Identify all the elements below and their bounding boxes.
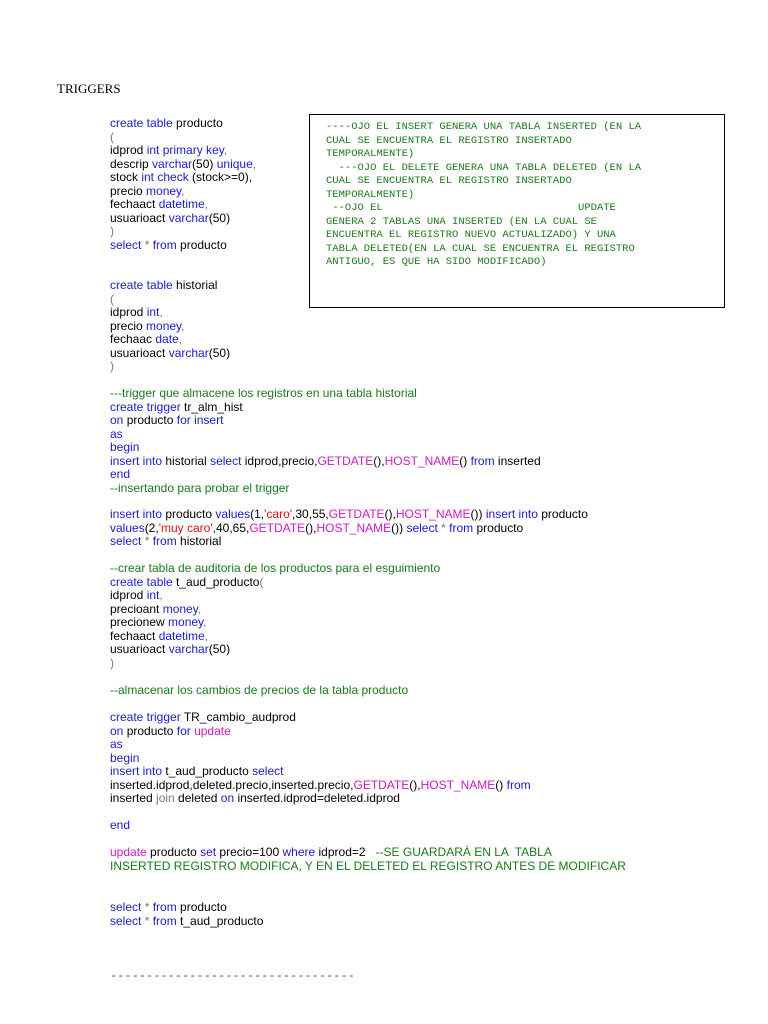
code-token: --almacenar los cambios de precios de la tabla producto xyxy=(110,683,409,697)
code-token: , xyxy=(159,305,163,319)
code-token: money xyxy=(168,615,204,629)
code-token: from xyxy=(449,520,474,535)
code-token: (), xyxy=(409,777,421,792)
note-line: TABLA DELETED(EN LA CUAL SE ENCUENTRA EL REGISTRO xyxy=(326,242,635,255)
code-token: from xyxy=(506,777,531,792)
code-line xyxy=(110,212,256,226)
note-line: ENCUENTRA EL REGISTRO NUEVO ACTUALIZADO) Y UNA xyxy=(326,229,616,241)
code-line xyxy=(110,333,230,347)
code-token: ) xyxy=(110,359,114,373)
code-token: varchar xyxy=(168,345,209,360)
code-line xyxy=(110,293,230,307)
code-line xyxy=(110,468,541,482)
code-token: GETDATE xyxy=(249,520,306,535)
note-line: ANTIGUO, ES QUE HA SIDO MODIFICADO) xyxy=(326,256,547,268)
code-token: fechaact xyxy=(110,628,159,643)
note-line: CUAL SE ENCUENTRA EL REGISTRO INSERTADO xyxy=(326,175,572,187)
code-token: end xyxy=(110,467,131,481)
code-line xyxy=(110,428,541,442)
code-token: ()) xyxy=(391,520,407,535)
code-line xyxy=(110,347,230,361)
code-block-create-producto xyxy=(110,117,256,252)
code-token: tr_alm_hist xyxy=(180,399,243,414)
code-token: historial xyxy=(176,534,222,548)
code-line xyxy=(110,306,230,320)
code-token: money xyxy=(162,601,198,616)
code-token: from xyxy=(152,913,177,928)
code-line xyxy=(110,765,531,779)
code-token: begin xyxy=(110,440,140,454)
code-line xyxy=(110,725,531,739)
code-token: select xyxy=(110,237,142,252)
code-token: idprod xyxy=(110,305,147,319)
note-line: ---OJO EL DELETE GENERA UNA TABLA DELETED (EN LA xyxy=(326,161,642,174)
code-token: 'muy caro' xyxy=(158,520,213,535)
code-token: from xyxy=(152,534,177,548)
code-token: , xyxy=(181,183,185,198)
code-token: --crear tabla de auditoria de los productos para el esguimiento xyxy=(110,561,441,575)
code-token: int xyxy=(146,305,160,319)
code-token: , xyxy=(178,332,183,346)
code-token: GETDATE xyxy=(353,777,410,792)
code-line xyxy=(110,860,626,874)
code-line xyxy=(110,616,440,630)
code-token: select xyxy=(110,913,142,928)
code-token: ) xyxy=(110,655,114,670)
code-line xyxy=(110,589,440,603)
code-token: --insertando para probar el trigger xyxy=(110,480,290,495)
code-token: historial xyxy=(172,278,218,292)
code-token: idprod xyxy=(110,143,147,157)
code-token: on xyxy=(110,723,124,738)
code-token: deleted xyxy=(174,791,221,805)
code-token: ()) xyxy=(470,507,486,521)
code-token: --SE GUARDARÁ EN LA TABLA xyxy=(375,845,552,859)
code-token: datetime xyxy=(158,197,205,211)
code-token: producto xyxy=(162,507,216,521)
code-token: as xyxy=(110,737,123,751)
code-token: values xyxy=(215,507,251,521)
code-token: GETDATE xyxy=(317,453,374,468)
code-token: int xyxy=(146,588,160,602)
code-token: (50) xyxy=(208,345,231,360)
code-line xyxy=(110,752,531,766)
code-token: idprod=2 xyxy=(315,845,376,859)
code-token: for insert xyxy=(176,413,224,427)
code-token: , xyxy=(159,588,163,602)
code-line xyxy=(110,144,256,158)
code-token: int check xyxy=(141,170,189,184)
code-line xyxy=(110,171,256,185)
code-block-trigger-audit xyxy=(110,711,531,806)
code-token: t_aud_producto xyxy=(176,913,264,928)
code-token: idprod xyxy=(110,588,147,602)
code-token: () xyxy=(495,777,507,792)
code-token: select xyxy=(406,520,438,535)
code-line xyxy=(110,630,440,644)
code-token: (50) xyxy=(208,210,231,225)
code-line xyxy=(110,455,541,469)
code-token: update xyxy=(110,845,147,859)
code-token: producto xyxy=(123,723,177,738)
code-token: fechaac xyxy=(110,332,156,346)
code-line xyxy=(110,198,256,212)
code-block-trigger-historial xyxy=(110,387,541,495)
code-token: int primary key xyxy=(146,143,224,157)
code-line xyxy=(110,482,541,496)
separator-line: ---------------------------------- xyxy=(110,969,355,983)
code-line xyxy=(110,535,588,549)
code-line xyxy=(110,915,263,929)
code-token: inserted xyxy=(110,791,157,805)
code-line xyxy=(110,185,256,199)
code-token: producto xyxy=(176,900,227,914)
code-token: fechaact xyxy=(110,197,159,211)
code-token: ) xyxy=(110,224,114,238)
note-box xyxy=(309,114,725,308)
code-token: varchar xyxy=(168,210,209,225)
code-token: ( xyxy=(259,574,264,589)
code-token: TR_cambio_audprod xyxy=(180,710,296,724)
code-token: ,40,65, xyxy=(212,520,250,535)
code-token: * xyxy=(141,913,153,928)
code-token: create trigger xyxy=(110,710,181,724)
code-token: end xyxy=(110,818,131,832)
code-token: select xyxy=(252,764,284,778)
note-line: CUAL SE ENCUENTRA EL REGISTRO INSERTADO xyxy=(326,134,572,147)
code-token: values xyxy=(110,520,145,535)
code-token: varchar xyxy=(168,642,209,656)
code-token: GETDATE xyxy=(328,507,385,521)
code-token: , xyxy=(197,601,202,616)
code-token: for xyxy=(176,723,191,738)
code-line xyxy=(110,522,588,536)
code-token: set xyxy=(200,845,217,859)
note-line: --OJO EL UPDATE xyxy=(326,202,616,214)
code-token: usuarioact xyxy=(110,210,169,225)
code-line xyxy=(110,792,531,806)
note-line: TEMPORALMENTE) xyxy=(326,148,415,160)
code-token: date xyxy=(155,332,179,346)
note-text xyxy=(326,121,641,270)
code-token: (50) xyxy=(192,156,217,171)
code-token: (), xyxy=(305,520,317,535)
code-token: select xyxy=(210,453,242,468)
code-token: HOST_NAME xyxy=(316,520,392,535)
code-token: (50) xyxy=(208,642,231,656)
code-token: , xyxy=(223,143,228,157)
code-token: (), xyxy=(384,507,396,521)
code-line xyxy=(110,508,588,522)
note-line: ----OJO EL INSERT GENERA UNA TABLA INSERTED (EN LA xyxy=(326,121,642,133)
code-token: ( xyxy=(110,129,114,144)
code-line xyxy=(110,779,531,793)
code-token: usuarioact xyxy=(110,642,169,656)
code-token: insert into xyxy=(110,453,163,468)
code-token: ( xyxy=(110,291,114,306)
code-token: precioant xyxy=(110,601,163,616)
code-token: producto xyxy=(473,520,524,535)
code-token: producto xyxy=(123,413,177,427)
code-token: insert into xyxy=(110,507,163,521)
code-block-audit-comment xyxy=(110,684,408,698)
document-heading: TRIGGERS xyxy=(57,81,121,96)
code-token: descrip xyxy=(110,156,153,171)
code-line xyxy=(110,225,256,239)
code-block-final-selects xyxy=(110,901,263,928)
note-line: TEMPORALMENTE) xyxy=(326,188,415,201)
code-token: join xyxy=(156,791,175,805)
code-token: select xyxy=(110,900,142,914)
code-token: from xyxy=(470,453,495,468)
code-token: * xyxy=(141,237,153,252)
code-block-create-historial xyxy=(110,279,230,374)
code-token: producto xyxy=(146,845,201,859)
code-line xyxy=(110,684,408,698)
code-token: ---trigger que almacene los registros en una tabla historial xyxy=(110,386,417,400)
code-line xyxy=(110,360,230,374)
code-line xyxy=(110,117,256,131)
code-token: select xyxy=(110,534,142,548)
code-line xyxy=(110,603,440,617)
code-line xyxy=(110,819,130,833)
code-token: from xyxy=(152,237,177,252)
code-token: inserted xyxy=(494,453,541,468)
code-token: precio xyxy=(110,183,147,198)
code-token: * xyxy=(141,534,153,548)
code-token: HOST_NAME xyxy=(384,453,460,468)
code-token: varchar xyxy=(152,156,193,171)
code-block-insert-tests xyxy=(110,508,588,549)
code-token: stock xyxy=(110,170,142,184)
code-token: update xyxy=(190,723,231,738)
code-token: INSERTED REGISTRO MODIFICA, Y EN EL DELETED EL REGISTRO ANTES DE MODIFICAR xyxy=(110,858,626,873)
code-token: ,30,55, xyxy=(292,507,329,521)
code-token: , xyxy=(203,615,207,629)
code-token: money xyxy=(146,183,182,198)
code-line xyxy=(110,901,263,915)
code-line xyxy=(110,738,531,752)
code-token: begin xyxy=(110,750,140,765)
code-token: precio xyxy=(110,318,147,333)
code-token: precio=100 xyxy=(216,845,283,859)
code-token: , xyxy=(181,318,185,333)
code-token: t_aud_producto xyxy=(172,574,260,589)
code-token: usuarioact xyxy=(110,345,169,360)
code-line xyxy=(110,158,256,172)
code-token: (stock>=0), xyxy=(188,170,253,184)
code-line xyxy=(110,414,541,428)
code-token: from xyxy=(152,900,177,914)
code-token: t_aud_producto xyxy=(162,764,253,778)
code-token: producto xyxy=(176,237,227,252)
code-line xyxy=(110,279,230,293)
code-token: historial xyxy=(162,453,211,468)
code-line xyxy=(110,441,541,455)
code-line xyxy=(110,657,440,671)
code-line xyxy=(110,711,531,725)
code-token: money xyxy=(146,318,182,333)
code-block-create-audit-table xyxy=(110,562,440,670)
code-token: where xyxy=(282,845,316,859)
code-block-end xyxy=(110,819,130,833)
code-token: create table xyxy=(110,574,173,589)
code-line xyxy=(110,643,440,657)
code-token: create table xyxy=(110,116,173,130)
code-line xyxy=(110,387,541,401)
code-token: inserted.idprod,deleted.precio,inserted.precio, xyxy=(110,777,354,792)
code-token: on xyxy=(220,791,235,805)
code-token: (1, xyxy=(250,507,265,521)
code-token: precionew xyxy=(110,615,169,629)
code-token: datetime xyxy=(158,628,205,643)
code-token: insert into xyxy=(485,507,538,521)
code-token: 'caro' xyxy=(264,507,293,521)
code-token: (), xyxy=(373,453,385,468)
code-line xyxy=(110,239,256,253)
code-token: create trigger xyxy=(110,399,181,414)
code-line xyxy=(110,320,230,334)
code-token: HOST_NAME xyxy=(395,507,471,521)
code-token: producto xyxy=(537,507,588,521)
code-token: , xyxy=(204,197,209,211)
code-token: create table xyxy=(110,278,173,292)
code-token: * xyxy=(437,520,450,535)
code-token: * xyxy=(141,900,153,914)
note-line: GENERA 2 TABLAS UNA INSERTED (EN LA CUAL SE xyxy=(326,215,597,228)
code-token: , xyxy=(252,156,257,171)
code-token: (2, xyxy=(144,520,159,535)
code-token: HOST_NAME xyxy=(420,777,496,792)
code-line xyxy=(110,846,626,860)
code-token: , xyxy=(204,628,209,643)
code-block-update xyxy=(110,846,626,873)
code-line xyxy=(110,562,440,576)
code-token: inserted.idprod=deleted.idprod xyxy=(234,791,400,805)
code-token: () xyxy=(459,453,471,468)
code-token: on xyxy=(110,413,124,427)
code-token: as xyxy=(110,426,123,441)
code-token: idprod,precio, xyxy=(241,453,318,468)
code-line xyxy=(110,576,440,590)
code-token: producto xyxy=(172,116,223,130)
code-line xyxy=(110,131,256,145)
code-line xyxy=(110,401,541,415)
code-token: unique xyxy=(216,156,253,171)
code-token: insert into xyxy=(110,764,163,778)
